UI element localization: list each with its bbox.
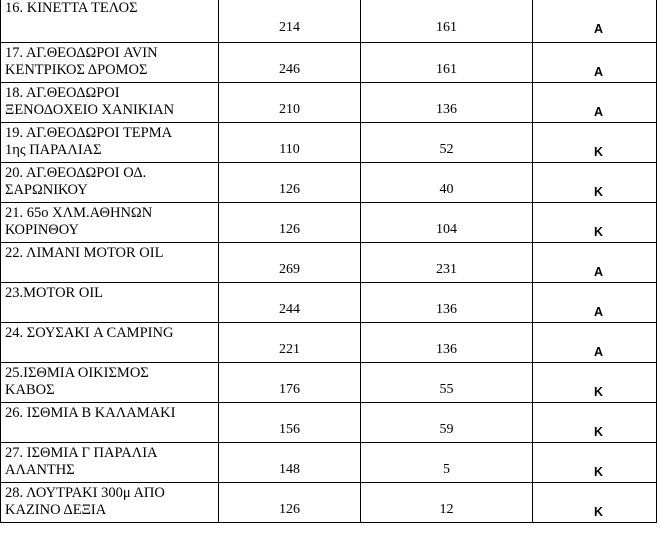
location-name: 21. 65ο ΧΛΜ.ΑΘΗΝΩΝ ΚΟΡΙΝΘΟΥ xyxy=(5,204,153,238)
value-2-cell: 12 xyxy=(361,482,533,522)
value-1-cell: 221 xyxy=(219,322,361,362)
table-row xyxy=(1,402,657,442)
value-1-cell: 210 xyxy=(219,82,361,122)
table-row xyxy=(1,322,657,362)
category-cell xyxy=(533,282,657,322)
location-cell xyxy=(1,0,219,42)
location-name: 18. ΑΓ.ΘΕΟΔΩΡΟΙ ΞΕΝΟΔΟΧΕΙΟ ΧΑΝΙΚΙΑΝ xyxy=(5,84,175,118)
table-row xyxy=(1,82,657,122)
category-label: K xyxy=(593,184,604,199)
value-2-cell: 104 xyxy=(361,202,533,242)
value-1-cell: 126 xyxy=(219,202,361,242)
table-row xyxy=(1,242,657,282)
location-cell xyxy=(1,362,219,402)
value-1-cell: 110 xyxy=(219,122,361,162)
value-1-cell: 176 xyxy=(219,362,361,402)
location-name: 22. ΛΙΜΑΝΙ MOTOR OIL xyxy=(5,244,164,261)
location-cell xyxy=(1,482,219,522)
category-cell xyxy=(533,402,657,442)
table-row xyxy=(1,0,657,42)
value-2-cell: 161 xyxy=(361,42,533,82)
value-2-cell: 136 xyxy=(361,82,533,122)
location-name: 28. ΛΟΥΤΡΑΚΙ 300μ ΑΠΟ ΚΑΖΙΝΟ ΔΕΞΙΑ xyxy=(5,484,165,518)
location-cell xyxy=(1,442,219,482)
value-2-cell: 55 xyxy=(361,362,533,402)
category-cell xyxy=(533,482,657,522)
location-cell xyxy=(1,402,219,442)
location-cell xyxy=(1,122,219,162)
value-2-cell: 5 xyxy=(361,442,533,482)
location-cell xyxy=(1,202,219,242)
category-cell xyxy=(533,82,657,122)
category-label: K xyxy=(593,144,604,159)
location-cell xyxy=(1,82,219,122)
value-1-cell: 126 xyxy=(219,482,361,522)
category-label: A xyxy=(593,304,604,319)
value-1-cell: 214 xyxy=(219,0,361,42)
category-label: K xyxy=(593,504,604,519)
category-cell xyxy=(533,362,657,402)
category-cell xyxy=(533,442,657,482)
location-cell xyxy=(1,322,219,362)
value-1-cell: 246 xyxy=(219,42,361,82)
location-cell xyxy=(1,282,219,322)
category-label: K xyxy=(593,224,604,239)
category-cell xyxy=(533,162,657,202)
value-2-cell: 40 xyxy=(361,162,533,202)
location-name: 24. ΣΟΥΣΑΚΙ A CAMPING xyxy=(5,324,174,341)
location-name: 19. ΑΓ.ΘΕΟΔΩΡΟΙ ΤΕΡΜΑ 1ης ΠΑΡΑΛΙΑΣ xyxy=(5,124,173,158)
category-label: K xyxy=(593,424,604,439)
value-1-cell: 126 xyxy=(219,162,361,202)
category-cell xyxy=(533,122,657,162)
category-label: A xyxy=(593,264,604,279)
table-row xyxy=(1,122,657,162)
table-row xyxy=(1,162,657,202)
category-cell xyxy=(533,242,657,282)
category-label: A xyxy=(593,344,604,359)
category-cell xyxy=(533,42,657,82)
value-2-cell: 52 xyxy=(361,122,533,162)
category-label: A xyxy=(593,64,604,79)
category-cell xyxy=(533,0,657,42)
location-cell xyxy=(1,162,219,202)
category-label: A xyxy=(593,21,604,36)
location-name: 23.MOTOR OIL xyxy=(5,284,104,301)
table-row xyxy=(1,202,657,242)
table-row xyxy=(1,482,657,522)
location-name: 17. ΑΓ.ΘΕΟΔΩΡΟΙ AVIN ΚΕΝΤΡΙΚΟΣ ΔΡΟΜΟΣ xyxy=(5,44,158,78)
location-name: 27. ΙΣΘΜΙΑ Γ ΠΑΡΑΛΙΑ ΑΛΑΝΤΗΣ xyxy=(5,444,158,478)
value-1-cell: 148 xyxy=(219,442,361,482)
location-name: 25.ΙΣΘΜΙΑ ΟΙΚΙΣΜΟΣ ΚΑΒΟΣ xyxy=(5,364,149,398)
value-1-cell: 269 xyxy=(219,242,361,282)
value-1-cell: 244 xyxy=(219,282,361,322)
table-row xyxy=(1,362,657,402)
value-2-cell: 59 xyxy=(361,402,533,442)
table-row xyxy=(1,42,657,82)
location-cell xyxy=(1,42,219,82)
category-label: K xyxy=(593,464,604,479)
category-cell xyxy=(533,202,657,242)
value-2-cell: 161 xyxy=(361,0,533,42)
category-label: K xyxy=(593,384,604,399)
location-name: 20. ΑΓ.ΘΕΟΔΩΡΟΙ ΟΔ. ΣΑΡΩΝΙΚΟΥ xyxy=(5,164,147,198)
table-row xyxy=(1,442,657,482)
value-1-cell: 156 xyxy=(219,402,361,442)
table-row xyxy=(1,282,657,322)
location-name: 16. ΚΙΝΕΤΤΑ ΤΕΛΟΣ xyxy=(5,0,138,16)
value-2-cell: 231 xyxy=(361,242,533,282)
category-cell xyxy=(533,322,657,362)
category-label: A xyxy=(593,104,604,119)
location-cell xyxy=(1,242,219,282)
location-name: 26. ΙΣΘΜΙΑ Β ΚΑΛΑΜΑΚΙ xyxy=(5,404,176,421)
value-2-cell: 136 xyxy=(361,322,533,362)
value-2-cell: 136 xyxy=(361,282,533,322)
